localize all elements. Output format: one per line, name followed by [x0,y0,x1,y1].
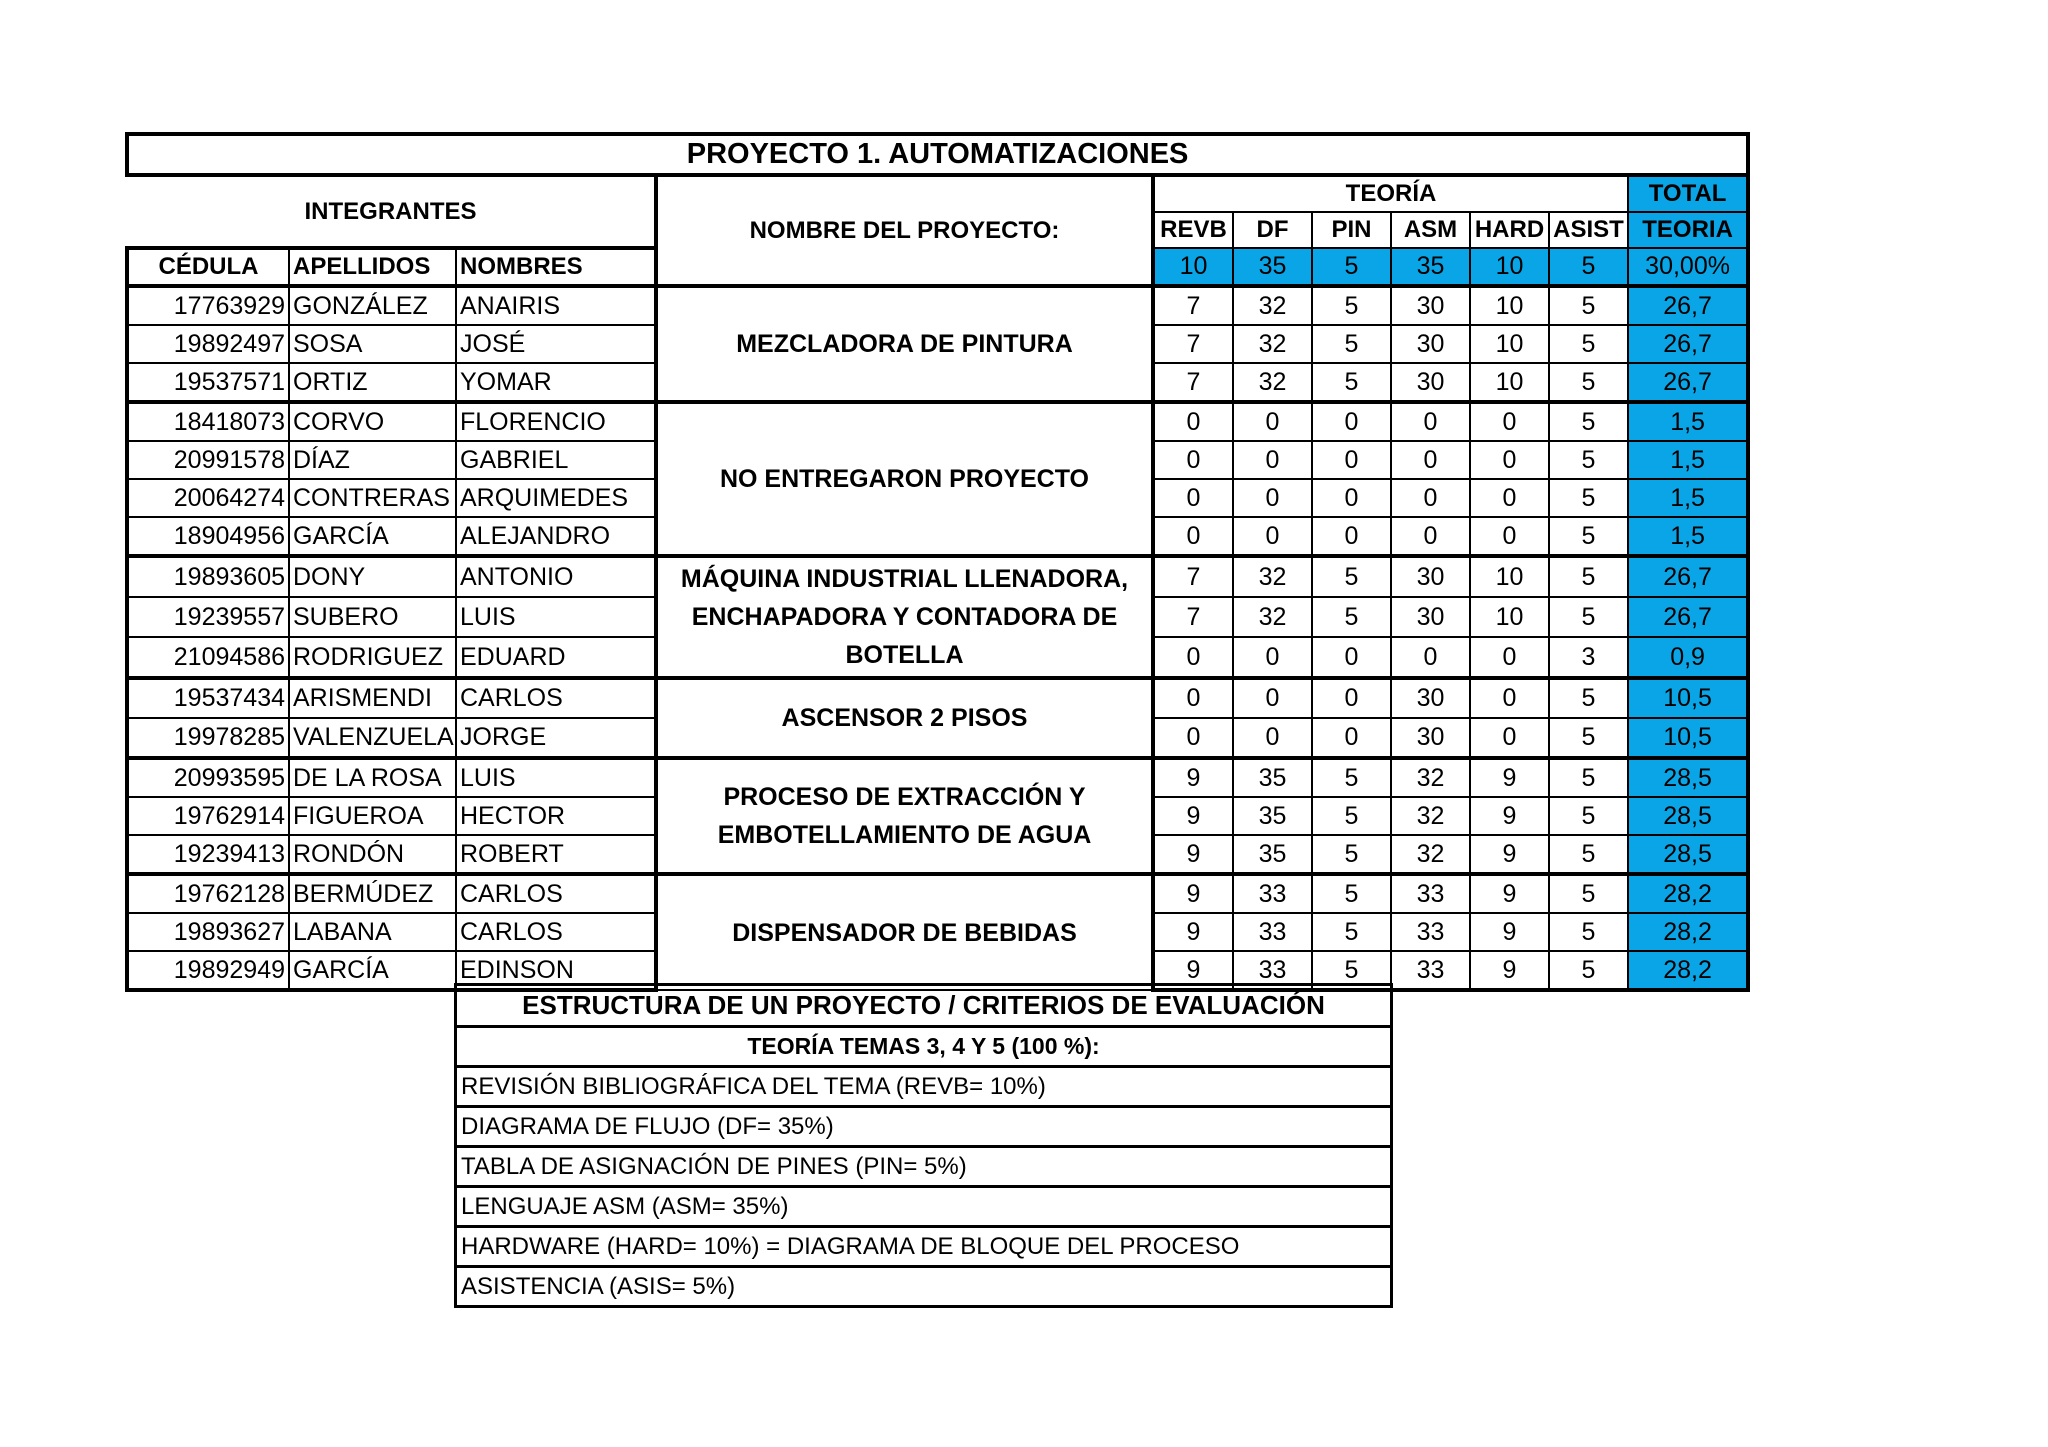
apellido-cell: GONZÁLEZ [289,286,456,325]
nombre-cell: LUIS [456,597,656,637]
df-cell: 0 [1233,637,1312,678]
hard-cell: 9 [1470,951,1549,990]
df-cell: 0 [1233,479,1312,517]
revb-header: REVB [1153,212,1233,248]
total-cell: 1,5 [1628,441,1748,479]
revb-cell: 7 [1153,325,1233,363]
nombre-cell: ROBERT [456,835,656,874]
df-cell: 32 [1233,556,1312,597]
nombre-cell: ARQUIMEDES [456,479,656,517]
pin-cell: 0 [1312,441,1391,479]
cedula-cell: 19892949 [127,951,289,990]
hard-cell: 0 [1470,637,1549,678]
nombre-cell: EDINSON [456,951,656,990]
revb-cell: 7 [1153,556,1233,597]
apellido-cell: RONDÓN [289,835,456,874]
nombre-cell: CARLOS [456,678,656,718]
df-cell: 35 [1233,835,1312,874]
asm-cell: 30 [1391,325,1470,363]
df-cell: 33 [1233,874,1312,913]
asm-cell: 0 [1391,637,1470,678]
hard-cell: 10 [1470,556,1549,597]
apellido-cell: VALENZUELA [289,718,456,758]
table-row [127,286,1748,325]
cedula-cell: 19762128 [127,874,289,913]
revb-cell: 9 [1153,835,1233,874]
revb-cell: 0 [1153,517,1233,556]
revb-cell: 7 [1153,286,1233,325]
table-row [127,758,1748,797]
asist-cell: 5 [1549,325,1628,363]
asist-cell: 5 [1549,363,1628,402]
hard-cell: 10 [1470,363,1549,402]
asist-cell: 3 [1549,637,1628,678]
pin-cell: 0 [1312,402,1391,441]
asist-cell: 5 [1549,835,1628,874]
student-rows [127,286,1748,990]
project-name: PROCESO DE EXTRACCIÓN Y EMBOTELLAMIENTO DE AGUA [656,758,1153,874]
df-cell: 32 [1233,363,1312,402]
project-name: MEZCLADORA DE PINTURA [656,286,1153,402]
pin-cell: 5 [1312,874,1391,913]
criteria-title: ESTRUCTURA DE UN PROYECTO / CRITERIOS DE EVALUACIÓN [456,985,1392,1027]
asist-cell: 5 [1549,718,1628,758]
cedula-cell: 18418073 [127,402,289,441]
cedula-cell: 21094586 [127,637,289,678]
df-cell: 32 [1233,286,1312,325]
df-cell: 32 [1233,597,1312,637]
total-cell: 26,7 [1628,556,1748,597]
hard-cell: 0 [1470,718,1549,758]
apellido-cell: GARCÍA [289,517,456,556]
revb-cell: 9 [1153,874,1233,913]
criteria-item: DIAGRAMA DE FLUJO (DF= 35%) [456,1107,1392,1147]
nombre-cell: ALEJANDRO [456,517,656,556]
revb-cell: 0 [1153,402,1233,441]
criteria-item: HARDWARE (HARD= 10%) = DIAGRAMA DE BLOQUE DEL PROCESO [456,1227,1392,1267]
hard-cell: 10 [1470,597,1549,637]
revb-cell: 9 [1153,913,1233,951]
df-cell: 33 [1233,913,1312,951]
table-row [127,678,1748,718]
asist-cell: 5 [1549,951,1628,990]
total-cell: 28,2 [1628,913,1748,951]
hard-cell: 10 [1470,286,1549,325]
pin-cell: 5 [1312,597,1391,637]
asist-cell: 5 [1549,402,1628,441]
nombre-cell: JOSÉ [456,325,656,363]
asist-cell: 5 [1549,758,1628,797]
cedula-cell: 17763929 [127,286,289,325]
table-row [127,556,1748,597]
nombre-cell: ANTONIO [456,556,656,597]
cedula-cell: 19893627 [127,913,289,951]
asm-cell: 30 [1391,678,1470,718]
weight-pin: 5 [1312,248,1391,286]
criteria-item: LENGUAJE ASM (ASM= 35%) [456,1187,1392,1227]
total-cell: 1,5 [1628,517,1748,556]
df-cell: 0 [1233,678,1312,718]
weight-df: 35 [1233,248,1312,286]
project-name: DISPENSADOR DE BEBIDAS [656,874,1153,990]
asm-cell: 0 [1391,479,1470,517]
revb-cell: 0 [1153,718,1233,758]
weight-total: 30,00% [1628,248,1748,286]
project-name: NO ENTREGARON PROYECTO [656,402,1153,556]
asm-cell: 33 [1391,913,1470,951]
asist-cell: 5 [1549,678,1628,718]
pin-cell: 5 [1312,363,1391,402]
df-cell: 0 [1233,441,1312,479]
pin-cell: 5 [1312,835,1391,874]
hard-cell: 9 [1470,835,1549,874]
pin-cell: 0 [1312,678,1391,718]
pin-cell: 0 [1312,517,1391,556]
project-name-header: NOMBRE DEL PROYECTO: [656,175,1153,286]
df-cell: 32 [1233,325,1312,363]
criteria-item: TABLA DE ASIGNACIÓN DE PINES (PIN= 5%) [456,1147,1392,1187]
pin-cell: 5 [1312,325,1391,363]
asm-cell: 0 [1391,517,1470,556]
apellido-cell: DÍAZ [289,441,456,479]
revb-cell: 9 [1153,951,1233,990]
df-cell: 0 [1233,517,1312,556]
total-cell: 26,7 [1628,597,1748,637]
apellido-cell: ORTIZ [289,363,456,402]
cedula-cell: 19978285 [127,718,289,758]
nombre-cell: CARLOS [456,874,656,913]
cedula-cell: 19762914 [127,797,289,835]
revb-cell: 0 [1153,637,1233,678]
asist-cell: 5 [1549,874,1628,913]
asm-header: ASM [1391,212,1470,248]
asm-cell: 0 [1391,402,1470,441]
total-cell: 26,7 [1628,363,1748,402]
asist-cell: 5 [1549,441,1628,479]
apellido-cell: DONY [289,556,456,597]
criteria-item: ASISTENCIA (ASIS= 5%) [456,1267,1392,1307]
apellido-cell: FIGUEROA [289,797,456,835]
asist-header: ASIST [1549,212,1628,248]
apellido-cell: GARCÍA [289,951,456,990]
total-cell: 1,5 [1628,402,1748,441]
hard-cell: 0 [1470,678,1549,718]
cedula-cell: 20993595 [127,758,289,797]
pin-cell: 0 [1312,479,1391,517]
total-cell: 10,5 [1628,678,1748,718]
cedula-cell: 20064274 [127,479,289,517]
apellido-cell: CONTRERAS [289,479,456,517]
df-cell: 0 [1233,402,1312,441]
asm-cell: 30 [1391,597,1470,637]
nombre-cell: HECTOR [456,797,656,835]
total-cell: 28,5 [1628,758,1748,797]
asm-cell: 32 [1391,797,1470,835]
revb-cell: 9 [1153,758,1233,797]
df-cell: 0 [1233,718,1312,758]
cedula-header: CÉDULA [127,248,289,286]
apellido-cell: RODRIGUEZ [289,637,456,678]
total-header: TOTAL [1628,175,1748,212]
pin-cell: 5 [1312,286,1391,325]
total-cell: 28,2 [1628,874,1748,913]
df-cell: 35 [1233,797,1312,835]
pin-cell: 5 [1312,556,1391,597]
total-cell: 26,7 [1628,286,1748,325]
pin-cell: 0 [1312,637,1391,678]
hard-cell: 0 [1470,517,1549,556]
apellido-cell: SOSA [289,325,456,363]
asist-cell: 5 [1549,597,1628,637]
revb-cell: 0 [1153,479,1233,517]
criteria-item: REVISIÓN BIBLIOGRÁFICA DEL TEMA (REVB= 10%) [456,1067,1392,1107]
nombre-cell: JORGE [456,718,656,758]
df-header: DF [1233,212,1312,248]
nombre-cell: FLORENCIO [456,402,656,441]
nombre-cell: LUIS [456,758,656,797]
hard-cell: 9 [1470,913,1549,951]
nombres-header: NOMBRES [456,248,656,286]
nombre-cell: EDUARD [456,637,656,678]
evaluation-table [125,132,1750,992]
pin-header: PIN [1312,212,1391,248]
total-cell: 28,5 [1628,797,1748,835]
hard-cell: 9 [1470,758,1549,797]
cedula-cell: 19893605 [127,556,289,597]
table-row [127,402,1748,441]
cedula-cell: 19537434 [127,678,289,718]
total-cell: 28,2 [1628,951,1748,990]
asist-cell: 5 [1549,286,1628,325]
pin-cell: 5 [1312,951,1391,990]
asist-cell: 5 [1549,517,1628,556]
apellido-cell: LABANA [289,913,456,951]
pin-cell: 0 [1312,718,1391,758]
hard-cell: 0 [1470,441,1549,479]
asm-cell: 30 [1391,286,1470,325]
page-title: PROYECTO 1. AUTOMATIZACIONES [127,134,1748,175]
revb-cell: 9 [1153,797,1233,835]
nombre-cell: YOMAR [456,363,656,402]
project-name: MÁQUINA INDUSTRIAL LLENADORA, ENCHAPADORA Y CONTADORA DE BOTELLA [656,556,1153,678]
hard-cell: 0 [1470,479,1549,517]
hard-cell: 9 [1470,797,1549,835]
df-cell: 35 [1233,758,1312,797]
revb-cell: 7 [1153,597,1233,637]
weight-asm: 35 [1391,248,1470,286]
total-cell: 28,5 [1628,835,1748,874]
cedula-cell: 19537571 [127,363,289,402]
apellido-cell: ARISMENDI [289,678,456,718]
asm-cell: 30 [1391,718,1470,758]
nombre-cell: GABRIEL [456,441,656,479]
criteria-subtitle: TEORÍA TEMAS 3, 4 Y 5 (100 %): [456,1027,1392,1067]
apellidos-header: APELLIDOS [289,248,456,286]
asm-cell: 0 [1391,441,1470,479]
integrantes-header: INTEGRANTES [304,197,477,225]
cedula-cell: 20991578 [127,441,289,479]
total-cell: 0,9 [1628,637,1748,678]
asist-cell: 5 [1549,556,1628,597]
total-teoria-header: TEORIA [1628,212,1748,248]
weight-hard: 10 [1470,248,1549,286]
hard-header: HARD [1470,212,1549,248]
hard-cell: 9 [1470,874,1549,913]
asist-cell: 5 [1549,913,1628,951]
criteria-table [454,983,1393,1308]
total-cell: 10,5 [1628,718,1748,758]
asm-cell: 32 [1391,758,1470,797]
asm-cell: 30 [1391,363,1470,402]
apellido-cell: CORVO [289,402,456,441]
apellido-cell: SUBERO [289,597,456,637]
revb-cell: 0 [1153,441,1233,479]
total-cell: 26,7 [1628,325,1748,363]
asm-cell: 30 [1391,556,1470,597]
asm-cell: 33 [1391,874,1470,913]
asm-cell: 32 [1391,835,1470,874]
pin-cell: 5 [1312,913,1391,951]
pin-cell: 5 [1312,758,1391,797]
cedula-cell: 19239413 [127,835,289,874]
table-row [127,874,1748,913]
revb-cell: 7 [1153,363,1233,402]
hard-cell: 0 [1470,402,1549,441]
pin-cell: 5 [1312,797,1391,835]
cedula-cell: 18904956 [127,517,289,556]
df-cell: 33 [1233,951,1312,990]
asist-cell: 5 [1549,797,1628,835]
weight-asist: 5 [1549,248,1628,286]
apellido-cell: DE LA ROSA [289,758,456,797]
total-cell: 1,5 [1628,479,1748,517]
apellido-cell: BERMÚDEZ [289,874,456,913]
project-name: ASCENSOR 2 PISOS [656,678,1153,758]
hard-cell: 10 [1470,325,1549,363]
cedula-cell: 19892497 [127,325,289,363]
revb-cell: 0 [1153,678,1233,718]
nombre-cell: CARLOS [456,913,656,951]
asm-cell: 33 [1391,951,1470,990]
nombre-cell: ANAIRIS [456,286,656,325]
weight-revb: 10 [1153,248,1233,286]
asist-cell: 5 [1549,479,1628,517]
cedula-cell: 19239557 [127,597,289,637]
teoria-header: TEORÍA [1153,175,1628,212]
